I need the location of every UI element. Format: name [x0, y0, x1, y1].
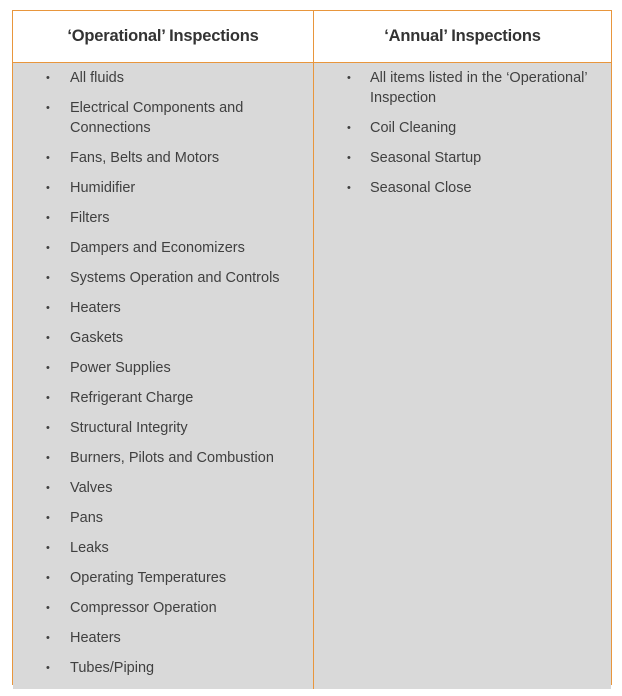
annual-list: [314, 69, 611, 198]
list-item: • Humidifier: [13, 179, 313, 199]
operational-list: [13, 69, 313, 678]
list-item: • Leaks: [13, 539, 313, 559]
list-item: • Operating Temperatures: [13, 569, 313, 589]
list-item: • Burners, Pilots and Combustion: [13, 449, 313, 469]
list-item: • Pans: [13, 509, 313, 529]
list-item: • Seasonal Close: [314, 179, 611, 199]
inspections-table: [12, 10, 612, 685]
list-item: • Compressor Operation: [13, 599, 313, 619]
list-item: • All items listed in the ‘Operational’ Inspection: [314, 69, 611, 108]
operational-header: ‘Operational’ Inspections: [13, 11, 314, 63]
list-item: • Heaters: [13, 299, 313, 319]
list-item: • Fans, Belts and Motors: [13, 149, 313, 169]
list-item: • Gaskets: [13, 329, 313, 349]
list-item: • Power Supplies: [13, 359, 313, 379]
list-item: • All fluids: [13, 69, 313, 89]
list-item: • Valves: [13, 479, 313, 499]
list-item: • Structural Integrity: [13, 419, 313, 439]
list-item: • Filters: [13, 209, 313, 229]
annual-column: [314, 63, 611, 689]
list-item: • Coil Cleaning: [314, 119, 611, 139]
list-item: • Seasonal Startup: [314, 149, 611, 169]
list-item: • Tubes/Piping: [13, 659, 313, 679]
list-item: • Systems Operation and Controls: [13, 269, 313, 289]
annual-header: ‘Annual’ Inspections: [314, 11, 611, 63]
list-item: • Electrical Components and Connections: [13, 99, 313, 138]
list-item: • Heaters: [13, 629, 313, 649]
list-item: • Refrigerant Charge: [13, 389, 313, 409]
operational-column: [13, 63, 314, 689]
list-item: • Dampers and Economizers: [13, 239, 313, 259]
